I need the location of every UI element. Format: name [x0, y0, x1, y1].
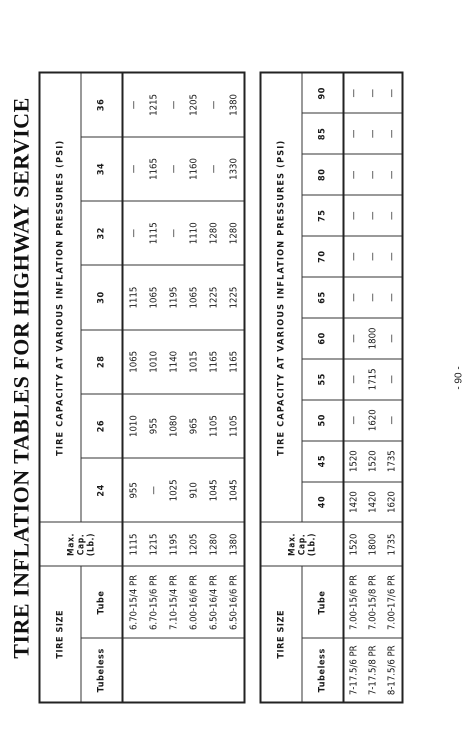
- max-capacity-cell: 1280: [203, 522, 223, 566]
- capacity-cell: 1195: [163, 265, 183, 329]
- pressure-header: 55: [302, 358, 344, 399]
- capacity-cell: 1520: [363, 440, 382, 481]
- pressure-header: 24: [81, 458, 123, 522]
- max-capacity-cell: 1380: [223, 522, 244, 566]
- capacity-cell: —: [163, 72, 183, 136]
- capacity-cell: —: [363, 236, 382, 277]
- capacity-cell: —: [343, 317, 363, 358]
- capacity-cell: 1380: [223, 72, 244, 136]
- capacity-cell: —: [122, 201, 143, 265]
- capacity-cell: 1715: [363, 358, 382, 399]
- capacity-cell: —: [343, 399, 363, 440]
- tubeless-cell: [183, 638, 203, 702]
- capacity-cell: 1160: [183, 136, 203, 200]
- capacity-cell: —: [143, 458, 163, 522]
- capacity-cell: 1105: [203, 393, 223, 457]
- capacity-cell: 1065: [122, 329, 143, 393]
- capacity-cell: 1215: [143, 72, 163, 136]
- max-capacity-cell: 1115: [122, 522, 143, 566]
- tubeless-header: Tubeless: [81, 638, 123, 702]
- capacity-cell: 1620: [363, 399, 382, 440]
- tubeless-cell: 7-17.5/6 PR: [343, 638, 363, 702]
- pressure-header: 30: [81, 265, 123, 329]
- capacity-cell: 1165: [203, 329, 223, 393]
- tube-cell: 6.70-15/4 PR: [122, 566, 143, 638]
- capacity-cell: 1010: [143, 329, 163, 393]
- pressure-header: 36: [81, 72, 123, 136]
- capacity-cell: —: [382, 317, 402, 358]
- pressure-header: 90: [302, 72, 344, 113]
- capacity-cell: —: [382, 195, 402, 236]
- capacity-cell: —: [363, 154, 382, 195]
- tubeless-cell: [223, 638, 244, 702]
- tube-cell: 6.50-16/6 PR: [223, 566, 244, 638]
- inflation-table-passenger: [38, 71, 245, 703]
- tubeless-cell: 8-17.5/6 PR: [382, 638, 402, 702]
- capacity-cell: 1205: [183, 72, 203, 136]
- table-row: [223, 72, 244, 702]
- max-capacity-cell: 1215: [143, 522, 163, 566]
- capacity-cell: —: [343, 195, 363, 236]
- capacity-cell: —: [343, 277, 363, 318]
- page-title: TIRE INFLATION TABLES FOR HIGHWAY SERVICE: [8, 96, 33, 659]
- capacity-cell: 1420: [343, 481, 363, 522]
- tube-cell: 7.00-15/8 PR: [363, 566, 382, 638]
- capacity-cell: 1025: [163, 458, 183, 522]
- table-row: [382, 72, 402, 702]
- tube-header: Tube: [81, 566, 123, 638]
- max-capacity-cell: 1520: [343, 522, 363, 566]
- tubeless-header: Tubeless: [302, 638, 344, 702]
- capacity-cell: 1010: [122, 393, 143, 457]
- pressure-header: 28: [81, 329, 123, 393]
- inflation-table-truck: [259, 71, 403, 703]
- capacity-cell: 1115: [143, 201, 163, 265]
- pressure-header: 75: [302, 195, 344, 236]
- tube-cell: 7.10-15/4 PR: [163, 566, 183, 638]
- capacity-cell: —: [382, 236, 402, 277]
- pressure-header: 34: [81, 136, 123, 200]
- capacity-cell: 1115: [122, 265, 143, 329]
- capacity-cell: —: [363, 195, 382, 236]
- pressure-header: 70: [302, 236, 344, 277]
- max-capacity-cell: 1735: [382, 522, 402, 566]
- capacity-cell: —: [382, 72, 402, 113]
- max-capacity-line-2: Cap.: [75, 533, 86, 555]
- capacity-cell: —: [343, 113, 363, 154]
- table-row: [143, 72, 163, 702]
- table-row: [203, 72, 223, 702]
- capacity-cell: —: [163, 136, 183, 200]
- table-row: [343, 72, 363, 702]
- capacity-cell: 1080: [163, 393, 183, 457]
- capacity-cell: —: [203, 136, 223, 200]
- capacity-cell: 955: [122, 458, 143, 522]
- capacity-cell: —: [363, 277, 382, 318]
- capacity-cell: 1165: [223, 329, 244, 393]
- capacity-cell: —: [343, 72, 363, 113]
- capacity-cell: 1105: [223, 393, 244, 457]
- tire-size-header: TIRE SIZE: [39, 566, 81, 702]
- capacity-cell: 1225: [223, 265, 244, 329]
- capacity-cell: 910: [183, 458, 203, 522]
- pressure-header: 80: [302, 154, 344, 195]
- capacity-cell: 1110: [183, 201, 203, 265]
- capacity-cell: 1140: [163, 329, 183, 393]
- capacity-cell: —: [203, 72, 223, 136]
- pressure-header: 85: [302, 113, 344, 154]
- max-capacity-line-1: Max.: [286, 532, 297, 556]
- capacity-cell: —: [163, 201, 183, 265]
- tubeless-cell: [122, 638, 143, 702]
- capacity-cell: 1165: [143, 136, 163, 200]
- capacity-cell: 1045: [223, 458, 244, 522]
- capacity-cell: —: [363, 72, 382, 113]
- max-capacity-cell: 1800: [363, 522, 382, 566]
- tube-cell: 6.00-16/6 PR: [183, 566, 203, 638]
- capacity-cell: 1015: [183, 329, 203, 393]
- pressure-header: 40: [302, 481, 344, 522]
- capacity-cell: —: [382, 277, 402, 318]
- table-row: [183, 72, 203, 702]
- page-number: - 90 -: [453, 365, 464, 390]
- pressure-header: 65: [302, 277, 344, 318]
- table-row: [363, 72, 382, 702]
- capacity-cell: —: [343, 236, 363, 277]
- capacity-cell: 1620: [382, 481, 402, 522]
- pressure-header: 45: [302, 440, 344, 481]
- capacity-cell: 1280: [203, 201, 223, 265]
- capacity-cell: 1420: [363, 481, 382, 522]
- capacity-cell: 1225: [203, 265, 223, 329]
- table-row: [163, 72, 183, 702]
- tube-header: Tube: [302, 566, 344, 638]
- max-capacity-line-3: (Lb.): [306, 532, 317, 556]
- max-capacity-line-2: Cap.: [296, 533, 307, 555]
- capacity-header: TIRE CAPACITY AT VARIOUS INFLATION PRESSURES (PSI): [260, 72, 302, 522]
- capacity-cell: 1735: [382, 440, 402, 481]
- capacity-cell: —: [343, 154, 363, 195]
- capacity-cell: —: [122, 72, 143, 136]
- tube-cell: 6.70-15/6 PR: [143, 566, 163, 638]
- capacity-cell: —: [382, 358, 402, 399]
- capacity-cell: —: [382, 399, 402, 440]
- capacity-cell: —: [363, 113, 382, 154]
- capacity-cell: 1045: [203, 458, 223, 522]
- pressure-header: 50: [302, 399, 344, 440]
- tube-cell: 6.50-16/4 PR: [203, 566, 223, 638]
- tubeless-cell: 7-17.5/8 PR: [363, 638, 382, 702]
- pressure-header: 60: [302, 317, 344, 358]
- capacity-cell: 1520: [343, 440, 363, 481]
- tube-cell: 7.00-17/6 PR: [382, 566, 402, 638]
- tube-cell: 7.00-15/6 PR: [343, 566, 363, 638]
- capacity-cell: 965: [183, 393, 203, 457]
- capacity-cell: —: [343, 358, 363, 399]
- capacity-cell: 1280: [223, 201, 244, 265]
- pressure-header: 26: [81, 393, 123, 457]
- capacity-cell: 1065: [143, 265, 163, 329]
- max-capacity-line-1: Max.: [65, 532, 76, 556]
- pressure-header: 32: [81, 201, 123, 265]
- capacity-header: TIRE CAPACITY AT VARIOUS INFLATION PRESSURES (PSI): [39, 72, 81, 522]
- tubeless-cell: [163, 638, 183, 702]
- capacity-cell: —: [122, 136, 143, 200]
- tire-size-header: TIRE SIZE: [260, 566, 302, 702]
- tubeless-cell: [203, 638, 223, 702]
- max-capacity-header: [260, 522, 343, 566]
- max-capacity-cell: 1205: [183, 522, 203, 566]
- capacity-cell: 1800: [363, 317, 382, 358]
- capacity-cell: —: [382, 154, 402, 195]
- max-capacity-cell: 1195: [163, 522, 183, 566]
- max-capacity-line-3: (Lb.): [85, 532, 96, 556]
- capacity-cell: 1065: [183, 265, 203, 329]
- capacity-cell: 1330: [223, 136, 244, 200]
- table-row: [122, 72, 143, 702]
- max-capacity-header: [39, 522, 122, 566]
- capacity-cell: 955: [143, 393, 163, 457]
- tubeless-cell: [143, 638, 163, 702]
- capacity-cell: —: [382, 113, 402, 154]
